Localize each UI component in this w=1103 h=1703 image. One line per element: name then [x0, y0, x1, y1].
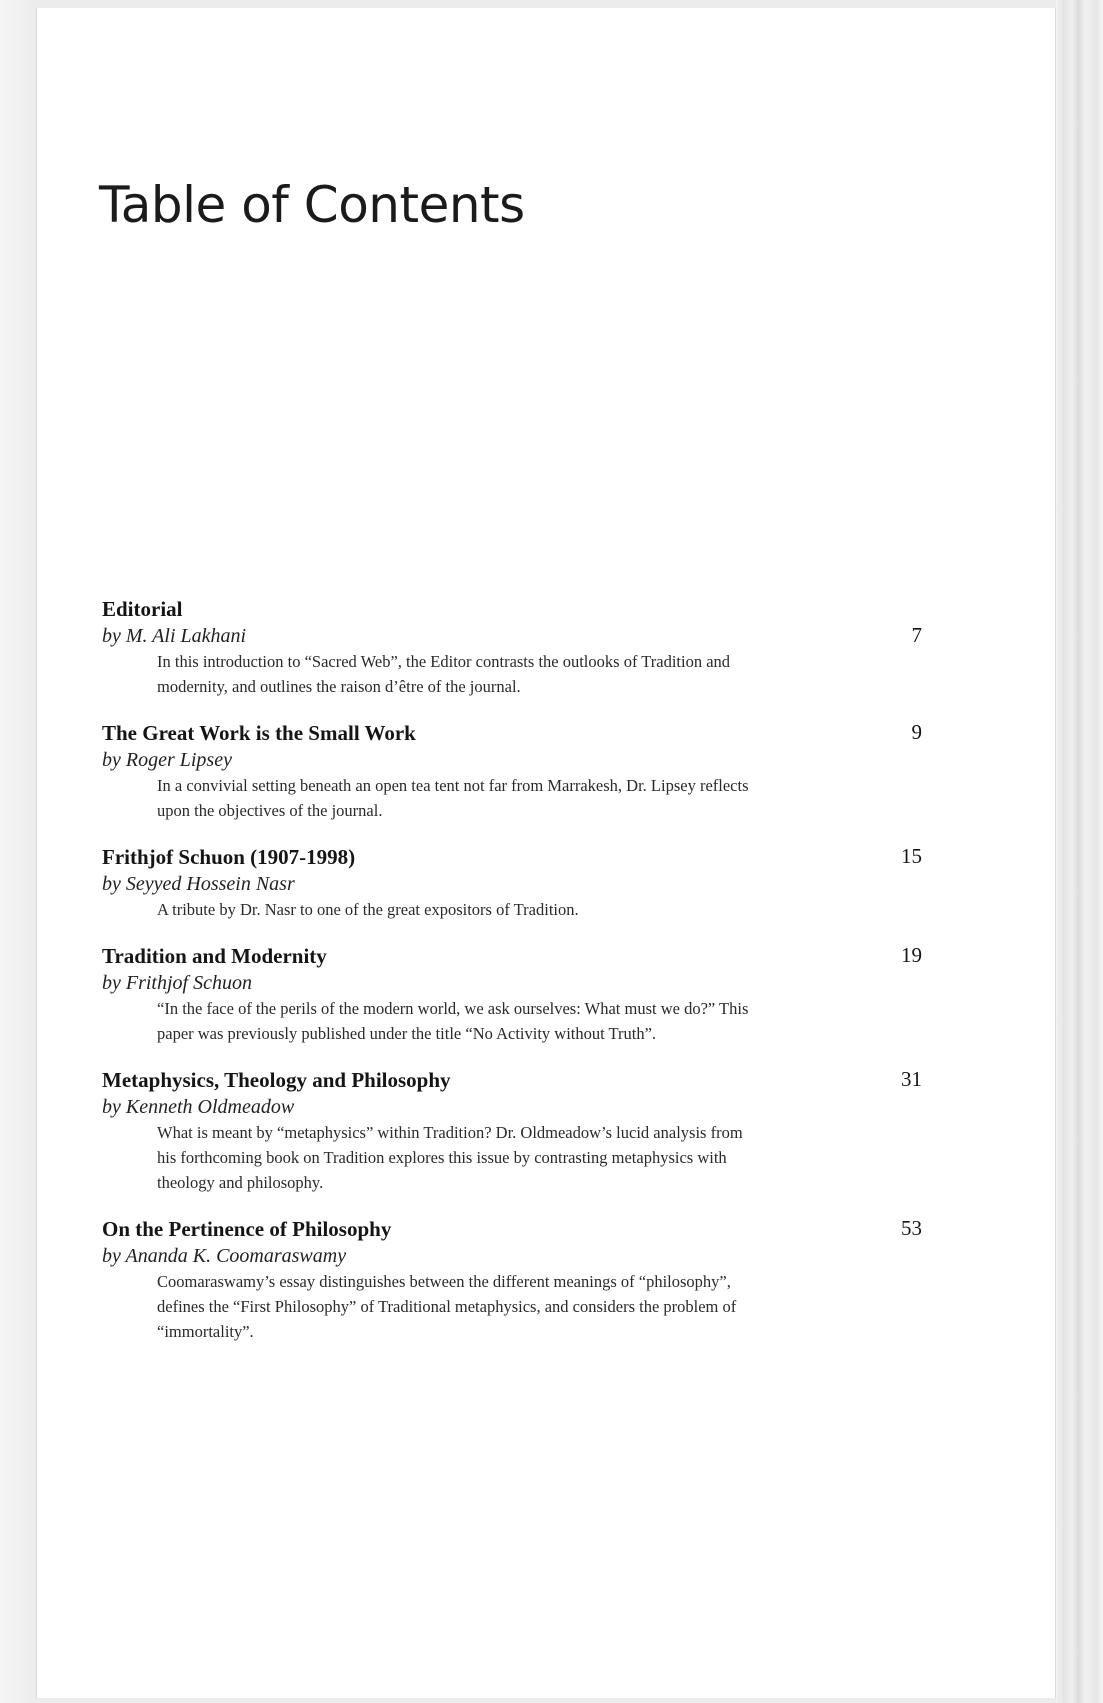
toc-entry: [102, 943, 922, 1046]
toc-entry: [102, 720, 922, 823]
entry-author: by Kenneth Oldmeadow: [102, 1096, 295, 1118]
entry-title: Editorial: [102, 597, 183, 621]
entry-author: by Ananda K. Coomaraswamy: [102, 1245, 347, 1267]
book-page: [36, 8, 1056, 1698]
page-title: Table of Contents: [99, 176, 525, 234]
entry-description: “In the face of the perils of the modern world, we ask ourselves: What must we do?” This paper was previously published under the title “No Activity without Truth”.: [157, 999, 749, 1043]
entry-page-number: 31: [901, 1067, 922, 1091]
entry-description: Coomaraswamy’s essay distinguishes between the different meanings of “philosophy”, defines the “First Philosophy” of Traditional metaphysics, and considers the problem of “immortality”.: [157, 1272, 737, 1341]
scan-left-margin: [0, 0, 36, 1703]
entry-title: The Great Work is the Small Work: [102, 721, 416, 745]
toc-list: [102, 596, 922, 1365]
toc-entry: [102, 1067, 922, 1195]
entry-author: by Seyyed Hossein Nasr: [102, 873, 295, 895]
toc-entry: [102, 596, 922, 699]
entry-title: Metaphysics, Theology and Philosophy: [102, 1068, 451, 1092]
entry-page-number: 19: [901, 943, 922, 967]
scan-binding-edge: [1056, 0, 1103, 1703]
entry-description: In this introduction to “Sacred Web”, the Editor contrasts the outlooks of Tradition and modernity, and outlines the raison d’être of the journal.: [157, 652, 731, 696]
toc-entry: [102, 844, 922, 922]
entry-description: What is meant by “metaphysics” within Tradition? Dr. Oldmeadow’s lucid analysis from his forthcoming book on Tradition explores this issue by contrasting metaphysics with theology and philosophy.: [157, 1123, 743, 1192]
entry-author: by M. Ali Lakhani: [102, 625, 247, 647]
entry-page-number: 9: [911, 720, 922, 744]
entry-author: by Frithjof Schuon: [102, 972, 252, 994]
entry-title: Frithjof Schuon (1907-1998): [102, 845, 356, 869]
entry-title: Tradition and Modernity: [102, 944, 327, 968]
entry-author: by Roger Lipsey: [102, 749, 232, 771]
toc-entry: [102, 1216, 922, 1344]
entry-title: On the Pertinence of Philosophy: [102, 1217, 392, 1241]
entry-page-number: 15: [901, 844, 922, 868]
entry-description: A tribute by Dr. Nasr to one of the great expositors of Tradition.: [157, 900, 579, 919]
entry-page-number: 7: [911, 623, 922, 647]
entry-description: In a convivial setting beneath an open tea tent not far from Marrakesh, Dr. Lipsey reflects upon the objectives of the journal.: [157, 776, 749, 820]
entry-page-number: 53: [901, 1216, 922, 1240]
